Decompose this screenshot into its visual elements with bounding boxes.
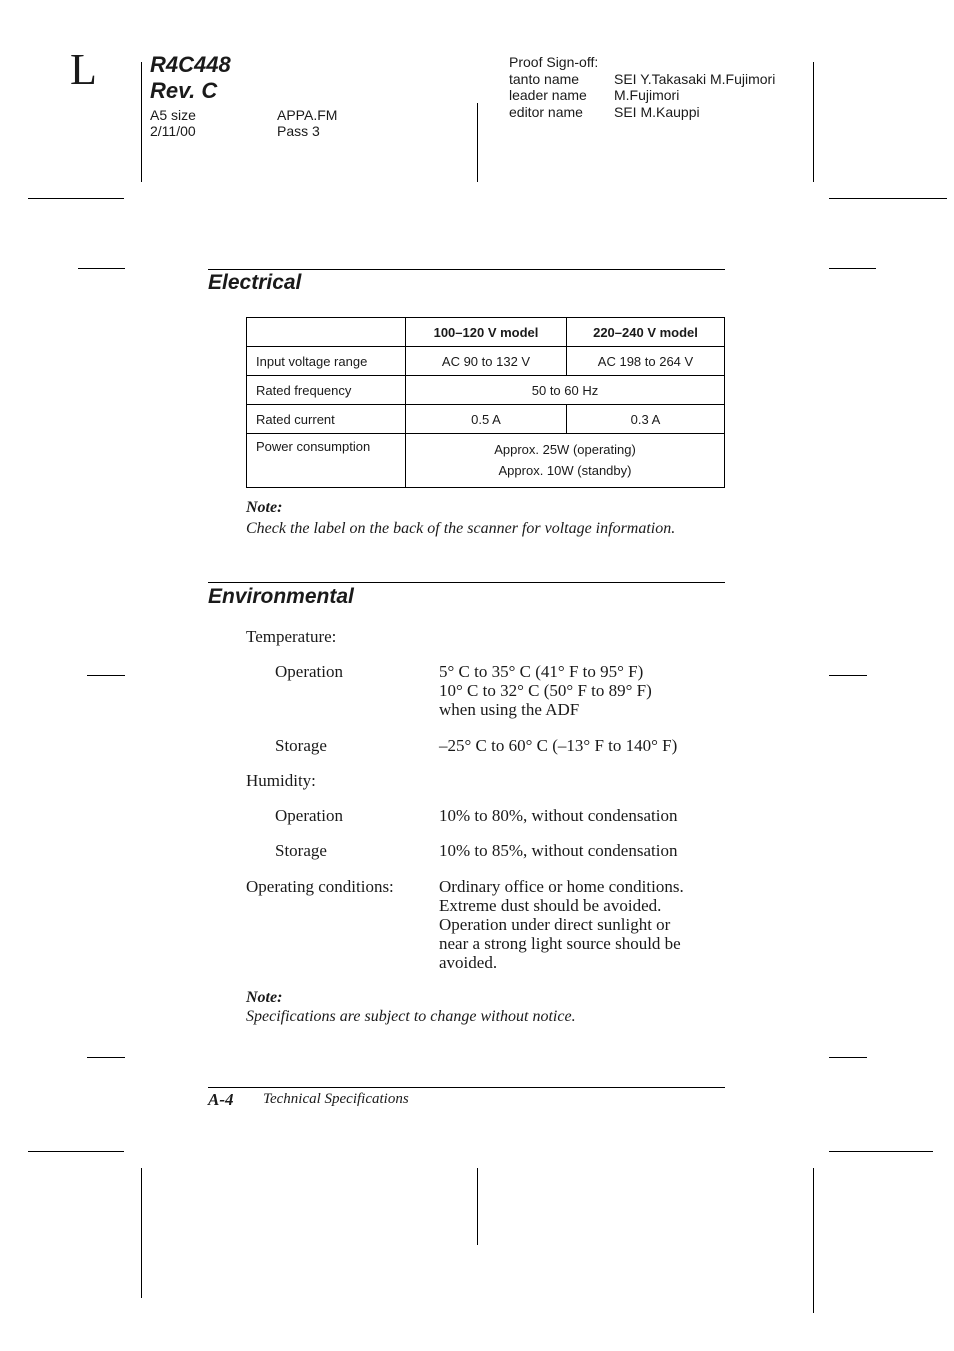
proof-row-label: leader name [509,87,587,103]
hum-storage-value: 10% to 85%, without condensation [439,841,678,860]
table-row [247,434,725,488]
crop-mark [141,62,142,182]
hum-operation-value: 10% to 80%, without condensation [439,806,678,825]
table-row [247,405,725,434]
value-line: Extreme dust should be avoided. [439,896,662,915]
humidity-label: Humidity: [246,771,316,790]
table-header-cell [247,318,406,347]
note-title: Note: [246,989,283,1006]
value-line: near a strong light source should be [439,934,681,953]
section-rule [208,582,725,583]
crop-mark [829,1057,867,1058]
crop-mark [28,198,124,199]
crop-mark [78,268,125,269]
row-label: Rated current [247,405,406,434]
crop-mark [87,675,125,676]
corner-mark: L [70,45,97,94]
power-line: Approx. 10W (standby) [498,463,632,478]
footer-rule [208,1087,725,1088]
model-title [150,52,231,104]
date-label: 2/11/00 [150,123,196,139]
table-header-row [247,318,725,347]
table-row [247,347,725,376]
environmental-heading: Environmental [208,585,354,608]
table-row [247,376,725,405]
power-line: Approx. 25W (operating) [494,442,636,457]
value-line: when using the ADF [439,700,580,719]
conditions-label: Operating conditions: [246,877,394,896]
value-line: 10° C to 32° C (50° F to 89° F) [439,681,652,700]
crop-mark [813,1168,814,1313]
table-cell: AC 90 to 132 V [406,347,567,376]
table-cell: 0.3 A [567,405,725,434]
electrical-heading: Electrical [208,271,302,294]
crop-mark [477,1168,478,1245]
conditions-value [439,877,684,972]
value-line: Operation under direct sunlight or [439,915,671,934]
row-label: Input voltage range [247,347,406,376]
table-cell [406,434,725,488]
proof-row-value: M.Fujimori [614,87,680,103]
proof-row-value: SEI M.Kauppi [614,104,700,120]
pass-label: Pass 3 [277,123,320,139]
note-title: Note: [246,499,283,516]
table-header-cell: 220–240 V model [567,318,725,347]
value-line: avoided. [439,953,498,972]
proof-row-value: SEI Y.Takasaki M.Fujimori [614,71,776,87]
model-name: R4C448 [150,52,231,77]
crop-mark [829,675,867,676]
crop-mark [829,198,947,199]
hum-operation-label: Operation [275,806,343,825]
revision: Rev. C [150,78,218,103]
crop-mark [829,1151,933,1152]
table-cell: 0.5 A [406,405,567,434]
temperature-label: Temperature: [246,627,337,646]
page-number: A-4 [208,1090,234,1109]
row-label: Power consumption [247,434,406,488]
crop-mark [477,103,478,182]
table-cell: AC 198 to 264 V [567,347,725,376]
temp-operation-value [439,662,652,719]
value-line: 5° C to 35° C (41° F to 95° F) [439,662,644,681]
temp-storage-value: –25° C to 60° C (–13° F to 140° F) [439,736,678,755]
table-header-cell: 100–120 V model [406,318,567,347]
note-text: Check the label on the back of the scanner for voltage information. [246,520,676,537]
crop-mark [813,62,814,182]
hum-storage-label: Storage [275,841,327,860]
temp-operation-label: Operation [275,662,343,681]
proof-row-label: tanto name [509,71,580,87]
file-label: APPA.FM [277,107,338,123]
note-text: Specifications are subject to change without notice. [246,1008,576,1025]
row-label: Rated frequency [247,376,406,405]
section-rule [208,269,725,270]
crop-mark [87,1057,125,1058]
crop-mark [28,1151,124,1152]
size-label: A5 size [150,107,196,123]
temp-storage-label: Storage [275,736,327,755]
value-line: Ordinary office or home conditions. [439,877,684,896]
proof-signoff-title: Proof Sign-off: [509,54,599,70]
table-cell: 50 to 60 Hz [406,376,725,405]
electrical-spec-table [246,317,725,488]
footer-section-title: Technical Specifications [263,1091,409,1107]
crop-mark [141,1168,142,1298]
crop-mark [829,268,876,269]
proof-row-label: editor name [509,104,583,120]
